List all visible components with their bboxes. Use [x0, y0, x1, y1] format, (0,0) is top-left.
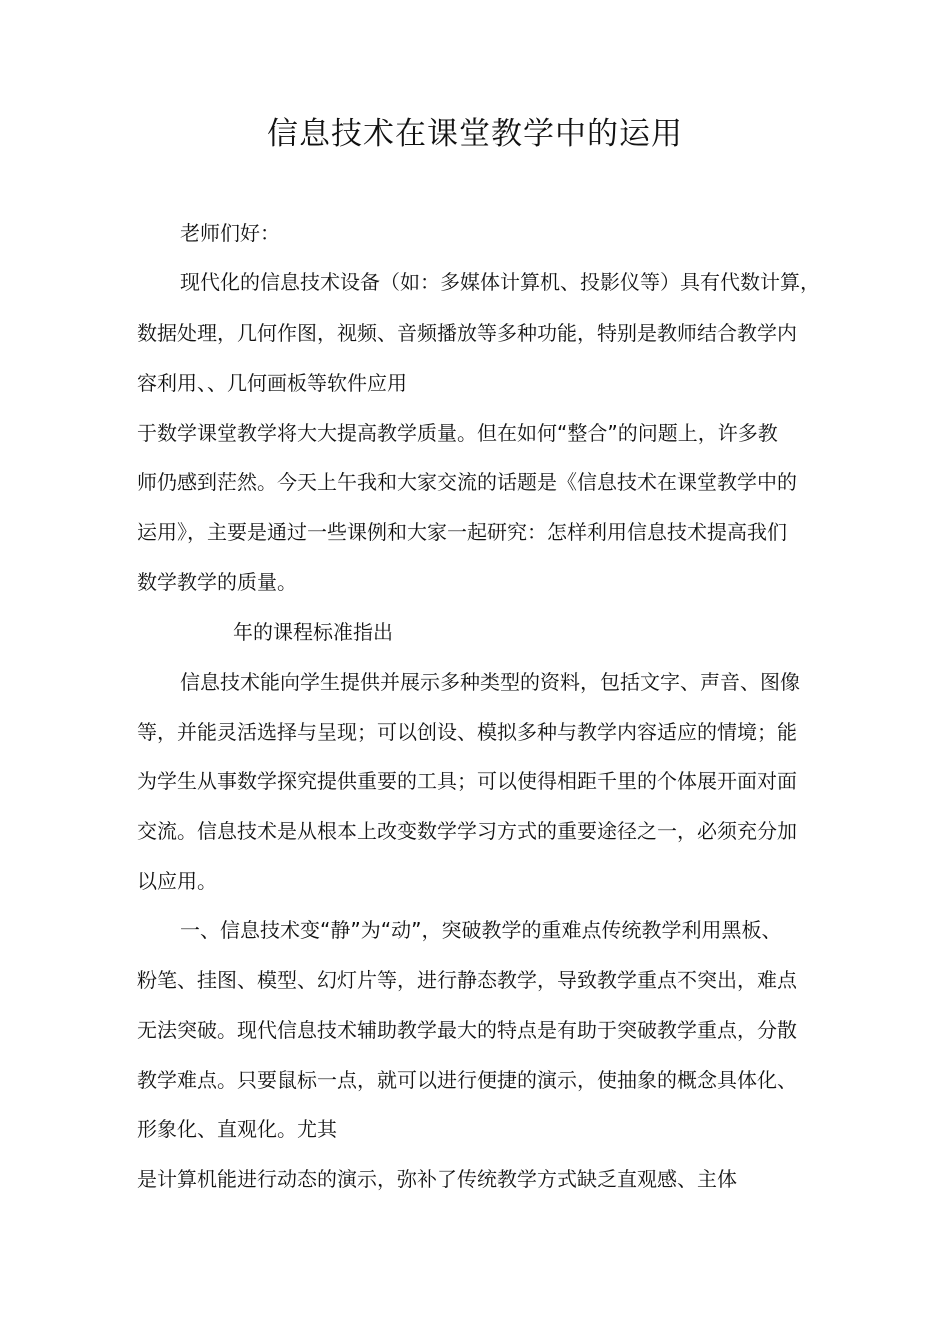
paragraph-line: 以应用。: [137, 869, 217, 893]
paragraph-line: 是计算机能进行动态的演示，弥补了传统教学方式缺乏直观感、主体: [137, 1167, 737, 1191]
paragraph-line: 容利用、、几何画板等软件应用: [137, 371, 407, 395]
paragraph-line: 数据处理，几何作图，视频、音频播放等多种功能，特别是教师结合教学内: [137, 321, 797, 345]
paragraph-line: 师仍感到茫然。今天上午我和大家交流的话题是《信息技术在课堂教学中的: [137, 470, 797, 494]
paragraph-line: 形象化、直观化。尤其: [137, 1117, 337, 1141]
paragraph-line: 无法突破。现代信息技术辅助教学最大的特点是有助于突破教学重点，分散: [137, 1018, 797, 1042]
paragraph-line: 粉笔、挂图、模型、幻灯片等，进行静态教学，导致教学重点不突出，难点: [137, 968, 797, 992]
paragraph-line: 数学教学的质量。: [137, 570, 297, 594]
paragraph-line: 交流。信息技术是从根本上改变数学学习方式的重要途径之一，必须充分加: [137, 819, 797, 843]
paragraph-line: 为学生从事数学探究提供重要的工具；可以使得相距千里的个体展开面对面: [137, 769, 797, 793]
section-heading: 年的课程标准指出: [233, 620, 393, 644]
paragraph-line: 于数学课堂教学将大大提高教学质量。但在如何“整合”的问题上，许多教: [137, 421, 778, 445]
paragraph-line: 教学难点。只要鼠标一点，就可以进行便捷的演示，使抽象的概念具体化、: [137, 1068, 797, 1092]
greeting-line: 老师们好：: [180, 221, 280, 245]
paragraph-line: 现代化的信息技术设备（如：多媒体计算机、投影仪等）具有代数计算，: [180, 270, 820, 294]
document-title: 信息技术在课堂教学中的运用: [267, 116, 683, 152]
paragraph-line: 一、信息技术变“静”为“动”，突破教学的重难点传统教学利用黑板、: [180, 918, 782, 942]
paragraph-line: 等，并能灵活选择与呈现；可以创设、模拟多种与教学内容适应的情境；能: [137, 720, 797, 744]
paragraph-line: 信息技术能向学生提供并展示多种类型的资料，包括文字、声音、图像: [180, 670, 800, 694]
paragraph-line: 运用》，主要是通过一些课例和大家一起研究：怎样利用信息技术提高我们: [137, 520, 787, 544]
